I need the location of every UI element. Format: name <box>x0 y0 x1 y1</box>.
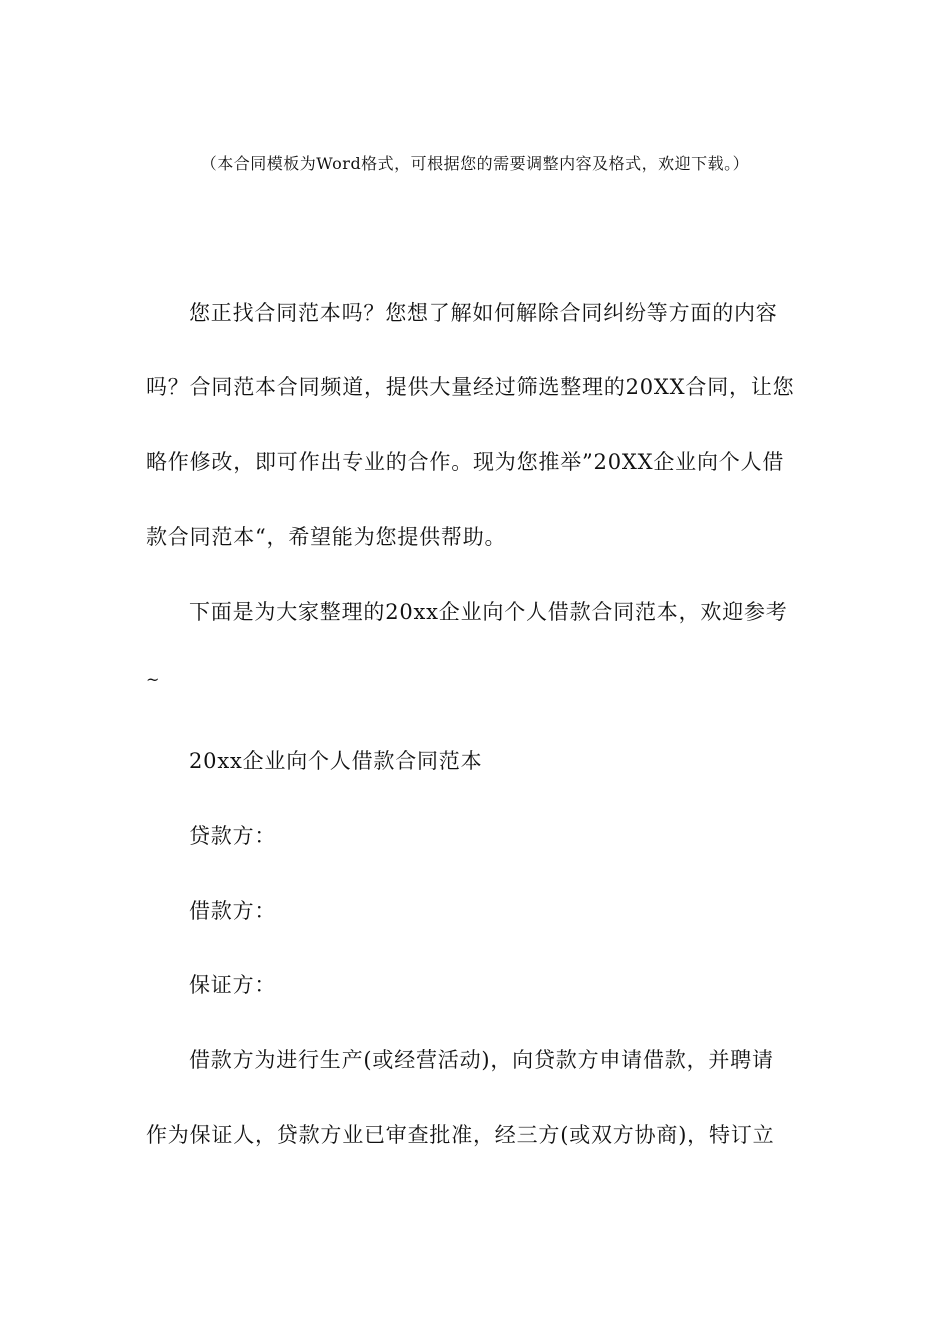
intro-line: 您正找合同范本吗？您想了解如何解除合同纠纷等方面的内容 <box>189 301 778 325</box>
guarantor-label: 保证方： <box>189 973 277 997</box>
borrower-label: 借款方： <box>189 899 277 923</box>
intro-line: 款合同范本“，希望能为您提供帮助。 <box>146 525 507 549</box>
lender-label: 贷款方： <box>189 824 277 848</box>
intro-line: 略作修改，即可作出专业的合作。现为您推举”20XX企业向个人借 <box>146 450 785 474</box>
template-format-note: （本合同模板为Word格式，可根据您的需要调整内容及格式，欢迎下载。） <box>200 154 750 173</box>
body-line: 作为保证人，贷款方业已审查批准，经三方(或双方协商)，特订立 <box>146 1123 775 1147</box>
lead-line: 下面是为大家整理的20xx企业向个人借款合同范本，欢迎参考 <box>189 600 788 624</box>
intro-line: 吗？合同范本合同频道，提供大量经过筛选整理的20XX合同，让您 <box>146 375 795 399</box>
body-line: 借款方为进行生产(或经营活动)，向贷款方申请借款，并聘请 <box>189 1048 774 1072</box>
contract-title: 20xx企业向个人借款合同范本 <box>189 749 483 773</box>
lead-line-tilde: ~ <box>146 670 161 689</box>
